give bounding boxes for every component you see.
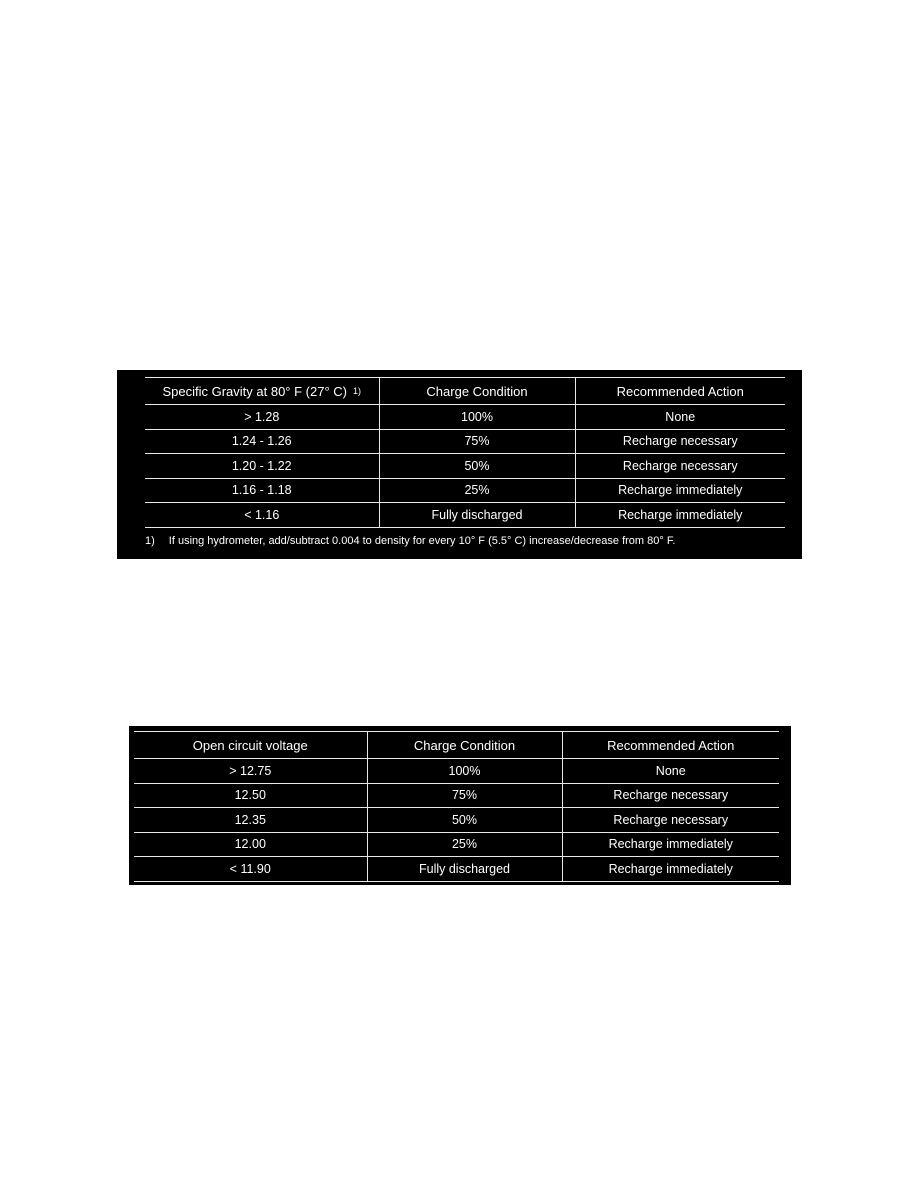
specific-gravity-table-panel: [117, 370, 802, 559]
table-cell: 12.00: [134, 832, 367, 857]
table-cell: 75%: [379, 429, 575, 454]
table-cell: 1.20 - 1.22: [145, 454, 379, 479]
table-cell: Recharge immediately: [575, 478, 785, 503]
table-row: [134, 808, 779, 833]
column-header-open-circuit-voltage: Open circuit voltage: [134, 732, 367, 759]
column-header-recommended-action: Recommended Action: [562, 732, 779, 759]
table-cell: 100%: [379, 405, 575, 430]
table-cell: 1.24 - 1.26: [145, 429, 379, 454]
table-cell: < 1.16: [145, 503, 379, 528]
table-cell: 75%: [367, 783, 562, 808]
column-header-charge-condition: Charge Condition: [367, 732, 562, 759]
table-header-row: [134, 732, 779, 759]
table-cell: 12.50: [134, 783, 367, 808]
table-cell: Recharge necessary: [575, 454, 785, 479]
table-cell: 50%: [379, 454, 575, 479]
table-cell: Recharge necessary: [562, 808, 779, 833]
table-row: [134, 857, 779, 882]
table-cell: < 11.90: [134, 857, 367, 882]
table-footnote: [145, 535, 675, 547]
table-cell: Fully discharged: [367, 857, 562, 882]
table-cell: Recharge necessary: [575, 429, 785, 454]
table-cell: 25%: [379, 478, 575, 503]
table-cell: Recharge immediately: [562, 857, 779, 882]
column-header-recommended-action: Recommended Action: [575, 378, 785, 405]
table-cell: > 1.28: [145, 405, 379, 430]
table-cell: > 12.75: [134, 759, 367, 784]
table-row: [145, 503, 785, 528]
column-header-specific-gravity: Specific Gravity at 80° F (27° C) 1): [145, 378, 379, 405]
specific-gravity-table: [145, 377, 785, 528]
table-row: [134, 832, 779, 857]
table-cell: 100%: [367, 759, 562, 784]
table-header-row: [145, 378, 785, 405]
open-circuit-voltage-table: [134, 731, 779, 882]
table-cell: 25%: [367, 832, 562, 857]
footnote-text: If using hydrometer, add/subtract 0.004 to density for every 10° F (5.5° C) increase/decrease from 80° F.: [168, 535, 676, 547]
table-row: [145, 405, 785, 430]
table-cell: Fully discharged: [379, 503, 575, 528]
table-row: [145, 478, 785, 503]
table-cell: Recharge immediately: [562, 832, 779, 857]
table-row: [134, 759, 779, 784]
open-circuit-voltage-table-panel: [129, 726, 791, 885]
table-row: [145, 429, 785, 454]
table-cell: 50%: [367, 808, 562, 833]
table-row: [134, 783, 779, 808]
table-cell: Recharge necessary: [562, 783, 779, 808]
table-cell: None: [575, 405, 785, 430]
table-cell: 12.35: [134, 808, 367, 833]
table-cell: Recharge immediately: [575, 503, 785, 528]
column-header-charge-condition: Charge Condition: [379, 378, 575, 405]
table-cell: 1.16 - 1.18: [145, 478, 379, 503]
table-row: [145, 454, 785, 479]
footnote-mark: 1): [145, 535, 155, 547]
footnote-reference: 1): [353, 385, 362, 396]
table-cell: None: [562, 759, 779, 784]
